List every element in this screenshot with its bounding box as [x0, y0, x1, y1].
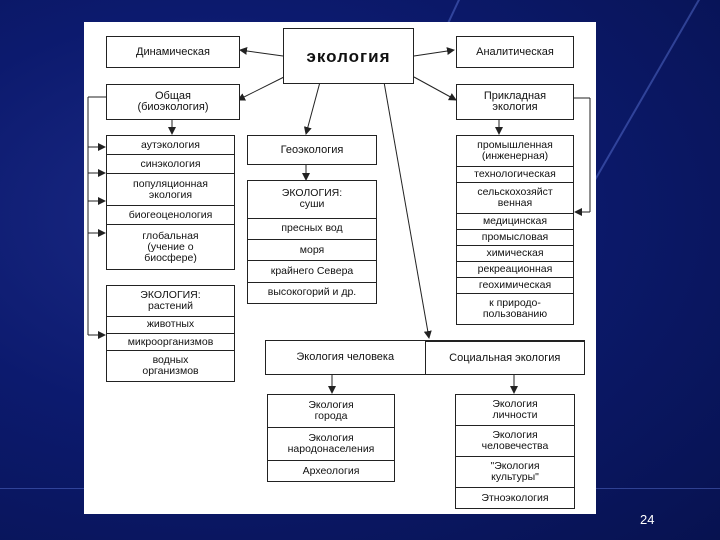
list-item: Экология человечества — [456, 425, 574, 456]
diagram-title: экология — [306, 46, 391, 66]
list-item: "Экология культуры" — [456, 456, 574, 487]
list-item: популяционная экология — [107, 173, 234, 205]
organisms-ecology-box — [106, 285, 235, 382]
list-item: медицинская — [457, 213, 573, 229]
list-item: сельскохозяйст венная — [457, 182, 573, 213]
list-item: синэкология — [107, 154, 234, 173]
general-branches-box — [106, 135, 235, 270]
list-item: промышленная (инженерная) — [477, 139, 553, 162]
list-item: пресных вод — [248, 218, 376, 239]
list-item: Археология — [268, 460, 394, 481]
list-item: геохимическая — [457, 277, 573, 293]
list-item: Экология народонаселения — [268, 427, 394, 460]
list-item: аутэкология — [141, 138, 200, 151]
general-ecology-label: Общая (биоэкология) — [137, 90, 209, 113]
environment-ecology-box — [247, 180, 377, 304]
title-box — [283, 28, 414, 84]
list-item: животных — [107, 316, 234, 333]
list-item: Этноэкология — [456, 487, 574, 508]
analytical-ecology-label: Аналитическая — [476, 45, 554, 58]
list-item: микроорганизмов — [107, 333, 234, 350]
list-item: рекреационная — [457, 261, 573, 277]
list-item: ЭКОЛОГИЯ: суши — [281, 187, 343, 211]
dynamic-ecology-label: Динамическая — [136, 45, 210, 58]
list-item: ЭКОЛОГИЯ: растений — [140, 288, 201, 312]
list-item: моря — [248, 239, 376, 260]
list-item: технологическая — [457, 166, 573, 182]
list-item: биогеоценология — [107, 205, 234, 224]
list-item: химическая — [457, 245, 573, 261]
social-ecology-label: Социальная экология — [426, 341, 585, 374]
list-item: водных организмов — [107, 350, 234, 381]
list-item: глобальная (учение о биосфере) — [107, 224, 234, 269]
dynamic-ecology-box — [106, 36, 240, 68]
general-ecology-box — [106, 84, 240, 120]
applied-branches-box — [456, 135, 574, 325]
diagram-sheet — [84, 22, 596, 514]
geoecology-label: Геоэкология — [280, 143, 344, 156]
list-item: крайнего Севера — [248, 260, 376, 281]
applied-ecology-box — [456, 84, 574, 120]
geoecology-box — [247, 135, 377, 165]
list-item: к природо- пользованию — [457, 293, 573, 324]
human-ecology-branches-box — [267, 394, 395, 482]
list-item: высокогорий и др. — [248, 282, 376, 303]
human-ecology-label: Экология человека — [266, 341, 426, 374]
list-item: Экология города — [308, 399, 354, 422]
list-item: Экология личности — [492, 398, 538, 421]
social-ecology-branches-box — [455, 394, 575, 509]
page-number: 24 — [640, 512, 655, 527]
human-social-box — [265, 340, 585, 375]
applied-ecology-label: Прикладная экология — [483, 90, 547, 113]
analytical-ecology-box — [456, 36, 574, 68]
list-item: промысловая — [457, 229, 573, 245]
